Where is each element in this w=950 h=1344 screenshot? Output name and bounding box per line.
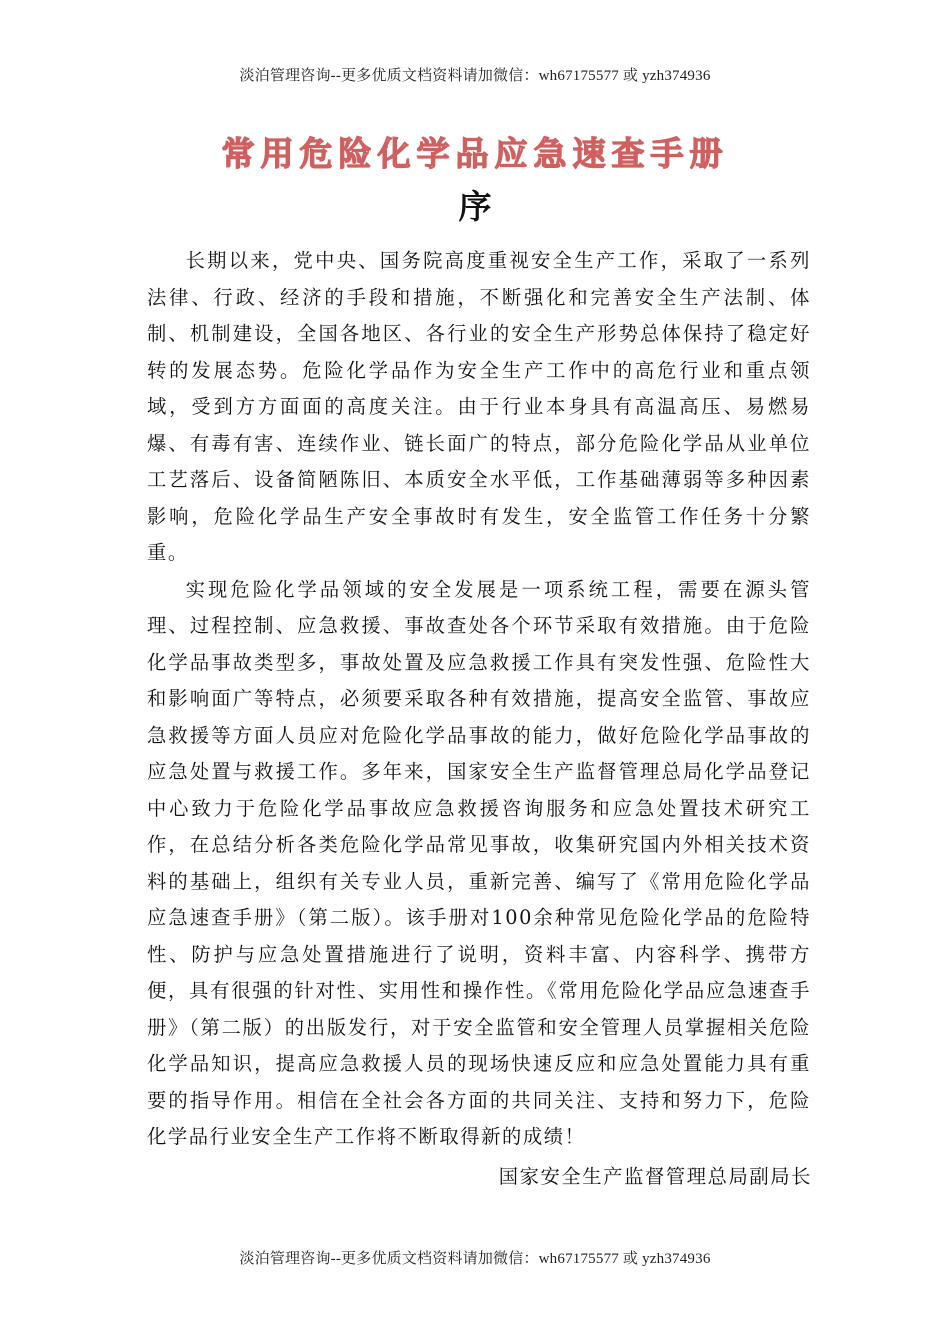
document-title: 常用危险化学品应急速查手册 — [221, 134, 729, 173]
section-title: 序 — [458, 187, 492, 226]
footer-note: 淡泊管理咨询--更多优质文档资料请加微信：wh67175577 或 yzh374936 — [239, 1251, 711, 1267]
paragraph: 长期以来，党中央、国务院高度重视安全生产工作，采取了一系列法律、行政、经济的手段和措施，不断强化和完善安全生产法制、体制、机制建设，全国各地区、各行业的安全生产形势总体保持了稳定好转的发展态势。危险化学品作为安全生产工作中的高危行业和重点领域，受到方方面面的高度关注。由于行业本身具有高温高压、易燃易爆、有毒有害、连续作业、链长面广的特点，部分危险化学品从业单位工艺落后、设备简陋陈旧、本质安全水平低，工作基础薄弱等多种因素影响，危险化学品生产安全事故时有发生，安全监管工作任务十分繁重。 — [147, 249, 811, 564]
header-note: 淡泊管理咨询--更多优质文档资料请加微信：wh67175577 或 yzh374936 — [239, 68, 711, 84]
signature: 国家安全生产监督管理总局副局长 — [498, 1165, 812, 1188]
paragraph: 实现危险化学品领域的安全发展是一项系统工程，需要在源头管理、过程控制、应急救援、事故查处各个环节采取有效措施。由于危险化学品事故类型多，事故处置及应急救援工作具有突发性强、危险性大和影响面广等特点，必须要采取各种有效措施，提高安全监管、事故应急救援等方面人员应对危险化学品事故的能力，做好危险化学品事故的应急处置与救援工作。多年来，国家安全生产监督管理总局化学品登记中心致力于危险化学品事故应急救援咨询服务和应急处置技术研究工作，在总结分析各类危险化学品常见事故，收集研究国内外相关技术资料的基础上，组织有关专业人员，重新完善、编写了《常用危险化学品应急速查手册》（第二版）。该手册对100余种常见危险化学品的危险特性、防护与应急处置措施进行了说明，资料丰富、内容科学、携带方便，具有很强的针对性、实用性和操作性。《常用危险化学品应急速查手册》（第二版）的出版发行，对于安全监管和安全管理人员掌握相关危险化学品知识，提高应急救援人员的现场快速反应和应急处置能力具有重要的指导作用。相信在全社会各方面的共同关注、支持和努力下，危险化学品行业安全生产工作将不断取得新的成绩！ — [147, 577, 811, 1148]
body-text — [147, 243, 811, 1156]
